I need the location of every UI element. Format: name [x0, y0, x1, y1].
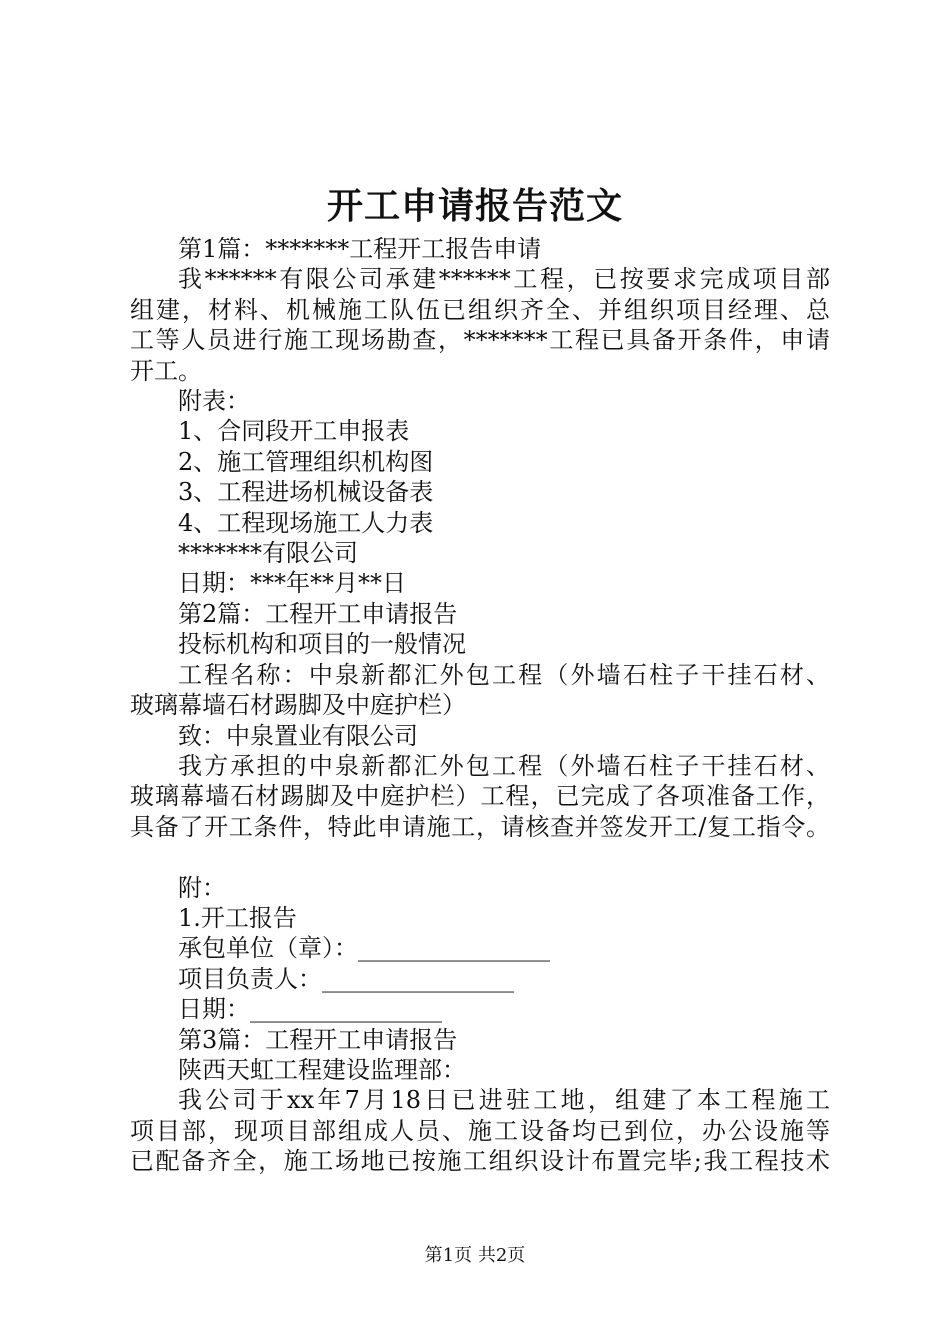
- paragraph-line: 已配备齐全，施工场地已按施工组织设计布置完毕;我工程技术: [130, 1147, 830, 1176]
- paragraph-line: 项目部，现项目部组成人员、施工设备均已到位，办公设施等: [130, 1116, 830, 1145]
- paragraph-line: 工等人员进行施工现场勘查，*******工程已具备开条件，申请: [130, 326, 830, 355]
- paragraph-line: 开工。: [130, 356, 202, 385]
- paragraph-line: 第3篇：工程开工申请报告: [178, 1025, 458, 1054]
- paragraph-line: 我方承担的中泉新都汇外包工程（外墙石柱子干挂石材、: [178, 751, 830, 780]
- paragraph-line: 具备了开工条件，特此申请施工，请核查并签发开工/复工指令。: [130, 812, 830, 841]
- paragraph-line: 3、工程进场机械设备表: [178, 478, 434, 507]
- paragraph-line: 附表：: [178, 387, 250, 416]
- paragraph-line: 附：: [178, 873, 226, 902]
- paragraph-line: 组建，材料、机械施工队伍已组织齐全、并组织项目经理、总: [130, 295, 830, 324]
- page-footer: 第1页 共2页: [424, 1245, 526, 1266]
- paragraph-line: 我公司于xx年7月18日已进驻工地，组建了本工程施工: [178, 1086, 830, 1115]
- paragraph-line: 第1篇：*******工程开工报告申请: [178, 235, 542, 263]
- paragraph-line: 我******有限公司承建******工程，已按要求完成项目部: [178, 265, 830, 294]
- paragraph-line: 日期：***年**月**日: [178, 569, 406, 598]
- paragraph-line: 承包单位（章）：________________: [178, 934, 550, 963]
- paragraph-line: 2、施工管理组织机构图: [178, 447, 434, 476]
- paragraph-line: 致：中泉置业有限公司: [178, 721, 418, 750]
- paragraph-line: 项目负责人：________________: [178, 964, 514, 993]
- paragraph-line: 陕西天虹工程建设监理部：: [178, 1055, 466, 1084]
- paragraph-line: 日期：________________: [178, 995, 442, 1024]
- paragraph-line: 工程名称：中泉新都汇外包工程（外墙石柱子干挂石材、: [178, 660, 830, 689]
- paragraph-line: 玻璃幕墙石材踢脚及中庭护栏）: [130, 691, 466, 720]
- paragraph-line: 1、合同段开工申报表: [178, 417, 410, 446]
- paragraph-line: *******有限公司: [178, 539, 358, 568]
- blank-line: [130, 842, 830, 872]
- document-body: [130, 234, 830, 1177]
- document-title: 开工申请报告范文: [326, 185, 623, 227]
- paragraph-line: 4、工程现场施工人力表: [178, 508, 434, 537]
- paragraph-line: 1.开工报告: [178, 903, 297, 932]
- paragraph-line: 投标机构和项目的一般情况: [178, 630, 466, 659]
- paragraph-line: 第2篇：工程开工申请报告: [178, 599, 458, 628]
- paragraph-line: 玻璃幕墙石材踢脚及中庭护栏）工程，已完成了各项准备工作，: [130, 782, 830, 811]
